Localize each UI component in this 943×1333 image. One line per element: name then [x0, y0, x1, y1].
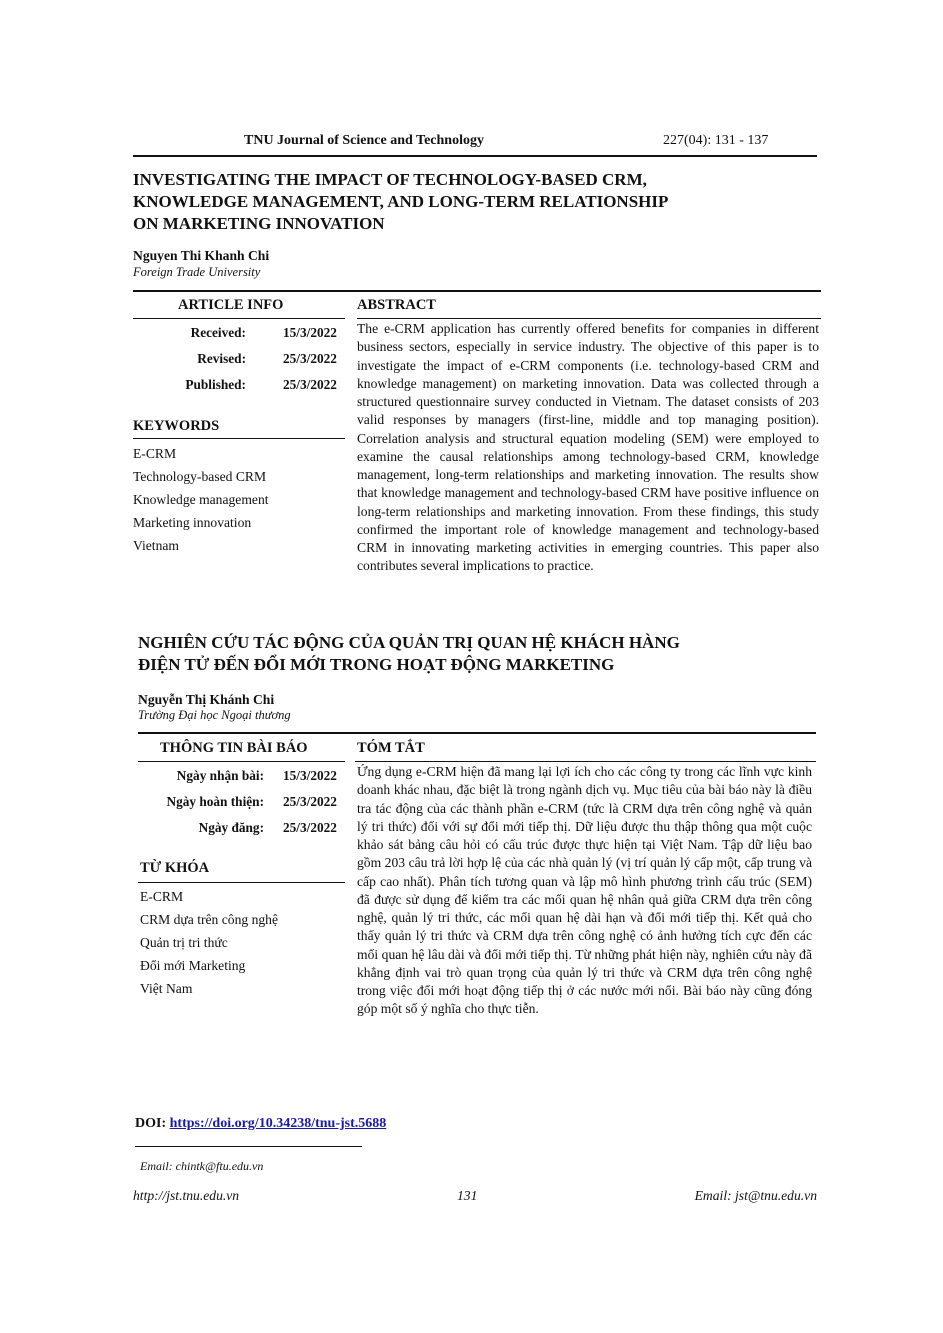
abstract-heading: ABSTRACT: [357, 297, 436, 313]
keyword: Vietnam: [133, 538, 179, 553]
keyword: Quản trị tri thức: [140, 935, 228, 950]
received-label: Received:: [190, 325, 246, 340]
abstract-text-vi: Ứng dụng e-CRM hiện đã mang lại lợi ích cho các công ty trong các lĩnh vực kinh doanh khác nhau, đặc biệt là trong ngành dịch vụ. Mục tiêu của bài báo này là điều tra tác động của các thành phần e-CRM (tức là CRM dựa trên công nghệ và quản lý tri thức) đối với sự đổi mới tiếp thị. Dữ liệu được thu thập thông qua một cuộc khảo sát bảng câu hỏi có cấu trúc được thực hiện tại Việt Nam. Tập dữ liệu bao gồm 203 câu trả lời hợp lệ của các nhà quản lý (vị trí quản lý cấp một, cấp trung và cấp cao nhất). Phân tích tương quan và lập mô hình phương trình cấu trúc (SEM) đã được sử dụng để kiểm tra các mối quan hệ nhân quả giữa CRM dựa trên công nghệ, quản lý tri thức, các mối quan hệ dài hạn và đổi mới tiếp thị. Kết quả cho thấy quản lý tri thức và CRM dựa trên công nghệ có ảnh hưởng tích cực đến các mối quan hệ lâu dài và đổi mới tiếp thị. Từ những phát hiện này, nghiên cứu này đã khẳng định vai trò quan trọng của quản lý tri thức và CRM dựa trên công nghệ trong việc đổi mới hoạt động tiếp thị ở các nước mới nổi. Bài báo này cũng đóng góp một số ý nghĩa cho thực tiễn.: [357, 764, 812, 1017]
revised-date: 25/3/2022: [283, 794, 337, 809]
published-label: Published:: [185, 377, 246, 392]
keyword: Việt Nam: [140, 981, 193, 996]
title-line: INVESTIGATING THE IMPACT OF TECHNOLOGY-BASED CRM,: [133, 170, 647, 189]
info-rule: [133, 318, 345, 319]
article-info-heading-vi: THÔNG TIN BÀI BÁO: [160, 740, 308, 756]
abstract-rule: [355, 761, 816, 762]
affiliation-vi: Trường Đại học Ngoại thương: [138, 708, 291, 722]
affiliation: Foreign Trade University: [133, 265, 261, 279]
abstract-text: The e-CRM application has currently offered benefits for companies in different business sectors, especially in service industry. The objective of this paper is to investigate the impact of e-CRM components (i.e. technology-based CRM and knowledge management) on marketing innovation. Data was collected through a structured questionnaire survey conducted in Vietnam. The dataset consists of 203 valid responses by managers (first-line, middle and top managing position). Correlation analysis and structural equation modeling (SEM) were employed to examine the causal relationships among technology-based CRM, knowledge management, long-term relationships and marketing innovation. The results show that knowledge management and technology-based CRM have positive influence on long-term relationships and marketing innovation. From these findings, this study confirmed the important role of knowledge management and technology-based CRM in innovating marketing activities in emerging countries. This paper also contributes several implications to practice.: [357, 321, 819, 574]
author-name-vi: Nguyễn Thị Khánh Chi: [138, 692, 275, 707]
doi-link[interactable]: https://doi.org/10.34238/tnu-jst.5688: [169, 1116, 387, 1131]
published-label: Ngày đăng:: [198, 820, 264, 835]
journal-name: TNU Journal of Science and Technology: [244, 133, 484, 148]
footnote-rule: [135, 1146, 362, 1147]
keyword: E-CRM: [133, 446, 177, 461]
doi-label: DOI:: [135, 1116, 167, 1131]
title-line: KNOWLEDGE MANAGEMENT, AND LONG-TERM RELATIONSHIP: [133, 192, 669, 211]
keyword: Marketing innovation: [133, 515, 252, 530]
keywords-heading: KEYWORDS: [133, 418, 220, 434]
page-number: 131: [457, 1188, 478, 1203]
section-rule: [133, 290, 821, 292]
keywords-rule: [133, 438, 345, 439]
keyword: Knowledge management: [133, 492, 269, 507]
section-rule: [138, 732, 816, 734]
title-line: NGHIÊN CỨU TÁC ĐỘNG CỦA QUẢN TRỊ QUAN HỆ KHÁCH HÀNG: [138, 633, 680, 652]
info-rule: [138, 761, 345, 762]
revised-label: Revised:: [197, 351, 246, 366]
footnote-email: Email: chintk@ftu.edu.vn: [140, 1159, 264, 1173]
keyword: E-CRM: [140, 889, 184, 904]
revised-label: Ngày hoàn thiện:: [166, 794, 264, 809]
doi: [135, 1116, 386, 1132]
revised-date: 25/3/2022: [283, 351, 337, 366]
keywords-heading-vi: TỪ KHÓA: [140, 860, 210, 876]
article-info-heading: ARTICLE INFO: [178, 297, 284, 313]
vietnamese-title: [138, 632, 680, 676]
received-label: Ngày nhận bài:: [176, 768, 264, 783]
keyword: Đổi mới Marketing: [140, 958, 246, 973]
title-line: ON MARKETING INNOVATION: [133, 214, 385, 233]
published-date: 25/3/2022: [283, 377, 337, 392]
english-title: [133, 169, 668, 235]
issue-pages: 227(04): 131 - 137: [663, 133, 769, 148]
keyword: Technology-based CRM: [133, 469, 267, 484]
title-line: ĐIỆN TỬ ĐẾN ĐỔI MỚI TRONG HOẠT ĐỘNG MARKETING: [138, 655, 615, 674]
author-name: Nguyen Thi Khanh Chi: [133, 248, 270, 263]
keywords-rule: [138, 882, 345, 883]
keyword: CRM dựa trên công nghệ: [140, 912, 278, 927]
received-date: 15/3/2022: [283, 768, 337, 783]
header-rule: [133, 155, 817, 157]
abstract-rule: [357, 318, 821, 319]
published-date: 25/3/2022: [283, 820, 337, 835]
footer-email: Email: jst@tnu.edu.vn: [694, 1188, 817, 1203]
received-date: 15/3/2022: [283, 325, 337, 340]
abstract-heading-vi: TÓM TẮT: [357, 740, 425, 756]
footer-website: http://jst.tnu.edu.vn: [133, 1188, 240, 1203]
